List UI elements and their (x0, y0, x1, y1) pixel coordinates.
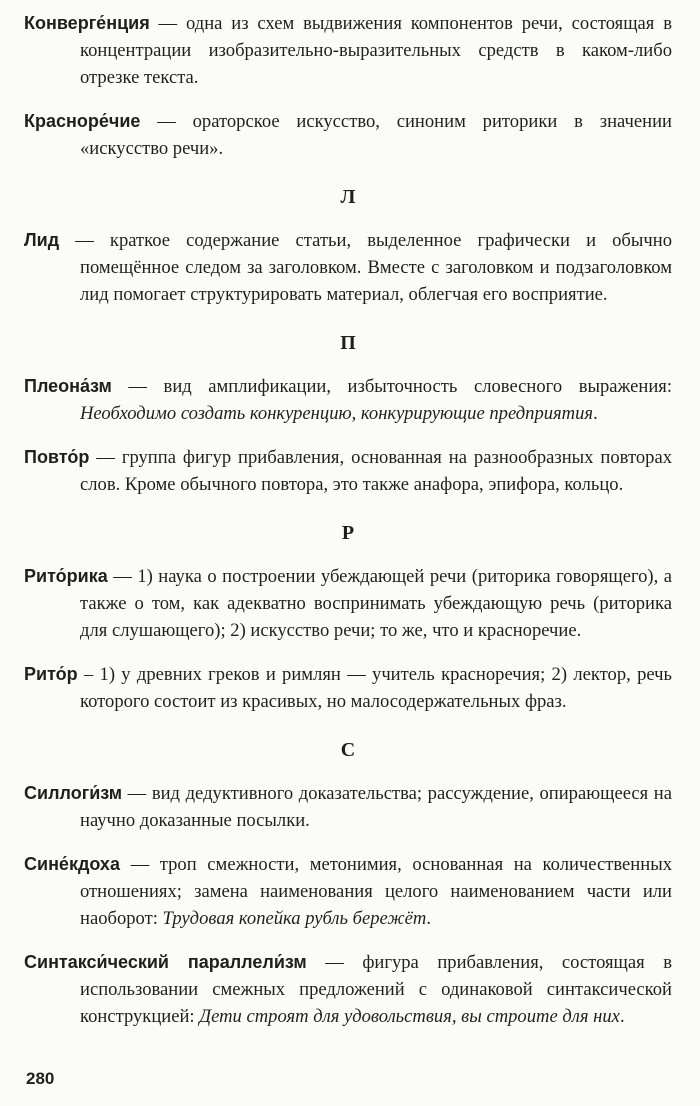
entry-krasnorechie (24, 108, 672, 162)
term: Сине́кдоха (24, 854, 120, 874)
entry-sillogizm (24, 780, 672, 834)
entry-ritor (24, 661, 672, 715)
section-letter-s: С (340, 739, 356, 761)
term: Рито́р (24, 664, 78, 684)
tail: . (619, 1006, 625, 1027)
definition: — группа фигур прибавления, основанная на разнообразных повторах слов. Кроме обычного повтора, это также анафора, эпифора, кольцо. (80, 447, 672, 495)
entry-sintaksicheskiy-parallelizm (24, 949, 672, 1030)
definition: — краткое содержание статьи, выделенное графически и обычно помещённое следом за заголовком. Вместе с заголовком и подзаголовком лид помогает структурировать материал, облегчая его восприятие. (59, 230, 672, 305)
example: Необходимо создать конкуренцию, конкурирующие предприятия (80, 403, 594, 424)
entry-lid (24, 227, 672, 308)
tail: . (593, 403, 598, 424)
definition: — ораторское искусство, синоним риторики в значении «искусство речи». (80, 111, 672, 159)
entry-konvergentsiya (24, 10, 672, 91)
definition: — вид амплификации, избыточность словесного выражения: (111, 376, 672, 397)
term: Синтакси́ческий параллели́зм (24, 952, 307, 972)
term: Лид (24, 230, 60, 250)
tail: . (426, 908, 431, 929)
definition: — вид дедуктивного доказательства; рассуждение, опирающееся на научно доказанные посылки. (80, 783, 672, 831)
section-letter-l: Л (340, 186, 356, 208)
entry-ritorika (24, 563, 672, 644)
example: Трудовая копейка рубль бережёт (162, 908, 427, 929)
term: Красноре́чие (24, 111, 141, 131)
entry-pleonazm (24, 373, 672, 427)
term: Силлоги́зм (24, 783, 123, 803)
entry-povtor (24, 444, 672, 498)
definition: – 1) у древних греков и римлян — учитель красноречия; 2) лектор, речь которого состоит из красивых, но малосодержательных фраз. (77, 664, 672, 712)
term: Рито́рика (24, 566, 108, 586)
definition: — фигура прибавления, состоящая в использовании смежных предложений с одинаковой синтаксической конструкцией: (80, 952, 672, 1027)
term: Плеона́зм (24, 376, 112, 396)
definition: — троп смежности, метонимия, основанная на количественных отношениях; замена наименования целого наименованием части или наоборот: (80, 854, 672, 929)
term: Конверге́нция (24, 13, 150, 33)
entry-sinekdokha (24, 851, 672, 932)
definition: — 1) наука о построении убеждающей речи (риторика говорящего), а также о том, как адекватно воспринимать убеждающую речь (риторика для слушающего); 2) искусство речи; то же, что и красноречие. (80, 566, 672, 641)
section-letter-p: П (340, 332, 356, 354)
section-letter-r: Р (341, 522, 355, 544)
definition: — одна из схем выдвижения компонентов речи, состоящая в концентрации изобразительно-выразительных средств в каком-либо отрезке текста. (80, 13, 672, 88)
page-number: 280 (26, 1069, 55, 1088)
term: Повто́р (24, 447, 90, 467)
example: Дети строят для удовольствия, вы строите для них (199, 1006, 620, 1027)
page-content (24, 10, 672, 1047)
